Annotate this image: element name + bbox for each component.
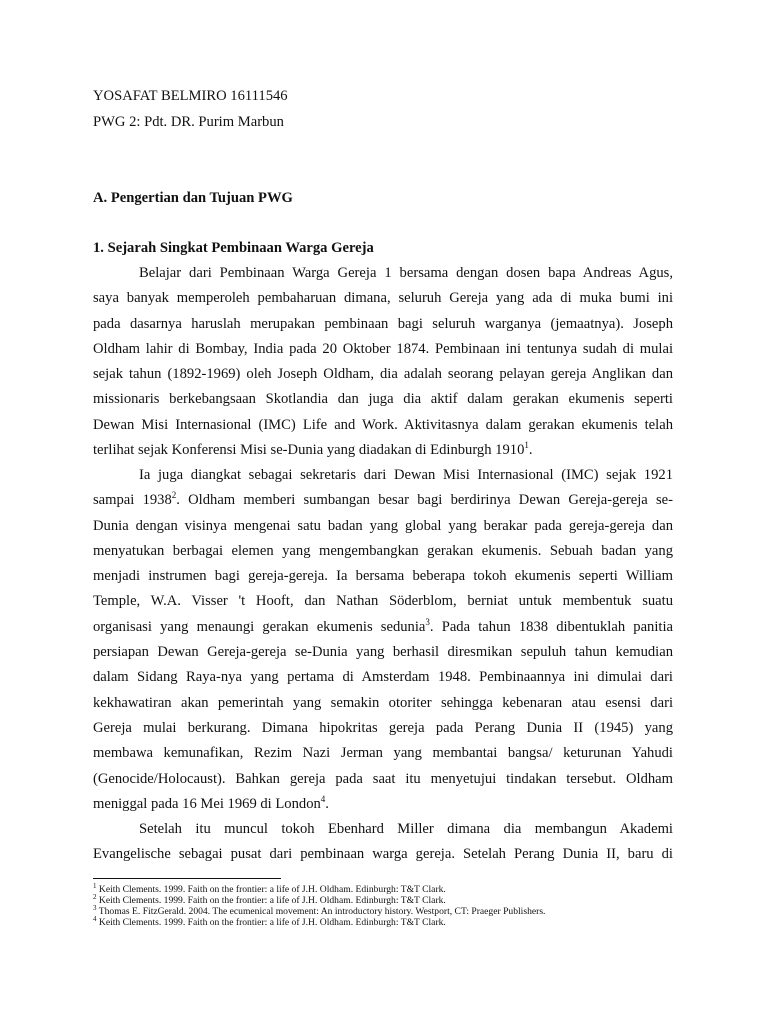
paragraph-line: Temple, W.A. Visser 't Hooft, dan Nathan Söderblom, berniat untuk membentuk suatu [93,593,673,610]
footnote-number: 1 [93,881,97,890]
paragraph-line [93,792,673,817]
paragraph-line: (Genocide/Holocaust). Bahkan gereja pada saat itu menyetujui tindakan tersebut. Oldham [93,770,673,787]
paragraph-line: Setelah itu muncul tokoh Ebenhard Miller dimana dia membangun Akademi [139,821,673,837]
footnote-ref[interactable]: 3 [425,616,430,627]
paragraph-line: menjadi instrumen bagi gereja-gereja. Ia bersama beberapa tokoh ekumenis seperti William [93,568,673,585]
section-title: A. Pengertian dan Tujuan PWG [93,190,293,206]
course-line: PWG 2: Pdt. DR. Purim Marbun [93,114,284,130]
footnote-3 [93,903,546,917]
author-line: YOSAFAT BELMIRO 16111546 [93,88,288,104]
footnote-ref[interactable]: 2 [171,490,177,501]
paragraph-line: missionaris berkebangsaan Skotlandia dan juga dia aktif dalam gerakan ekumenis seperti [93,391,673,408]
paragraph-line: Oldham lahir di Bombay, India pada 20 Oktober 1874. Pembinaan ini tentunya sudah di mulai [93,340,673,357]
line-text: organisasi yang menaungi gerakan ekumenis sedunia [93,618,426,635]
footnote-text: Thomas E. FitzGerald. 2004. The ecumenical movement: An introductory history. Westport, CT: Praeger Publishers. [98,906,546,917]
paragraph-line: saya banyak memperoleh pembaharuan dimana, seluruh Gereja yang ada di muka bumi ini [93,290,673,307]
footnote-divider [93,878,281,879]
footnote-ref[interactable]: 4 [320,794,326,804]
footnote-text: Keith Clements. 1999. Faith on the frontier: a life of J.H. Oldham. Edinburgh: T&T Clark. [98,917,446,928]
footnote-number: 4 [93,914,97,923]
line-text: sampai 1938 [93,492,172,509]
paragraph-line [93,488,673,513]
paragraph-line [93,438,673,463]
footnote-ref[interactable]: 1 [524,440,529,451]
paragraph-line: Belajar dari Pembinaan Warga Gereja 1 bersama dengan dosen bapa Andreas Agus, [139,265,673,281]
footnote-text: Keith Clements. 1999. Faith on the frontier: a life of J.H. Oldham. Edinburgh: T&T Clark. [98,895,446,906]
line-tail: . [528,442,533,459]
paragraph-line: Dewan Misi Internasional (IMC) Life and Work. Aktivitasnya dalam gerakan ekumenis telah [93,416,673,433]
footnote-4 [93,914,446,928]
paragraph-line: dalam Sidang Raya-nya yang pertama di Amsterdam 1948. Pembinaannya ini dimulai dari [93,669,673,686]
paragraph-line: persiapan Dewan Gereja-gereja se-Dunia yang berhasil diresmikan sepuluh tahun kemudian [93,644,673,661]
paragraph-line: pada dasarnya haruslah merupakan pembinaan bagi seluruh warganya (jemaatnya). Joseph [93,315,673,332]
paragraph-1 [93,261,673,463]
footnote-number: 3 [93,903,97,912]
paragraph-line: Gereja mulai berkurang. Dimana hipokritas gereja pada Perang Dunia II (1945) yang [93,719,673,736]
footnote-number: 2 [93,892,97,901]
line-tail: . Oldham memberi sumbangan besar bagi berdirinya Dewan Gereja-gereja se- [176,492,673,509]
paragraph-line: sejak tahun (1892-1969) oleh Joseph Oldham, dia adalah seorang pelayan gereja Anglikan dan [93,366,673,383]
paragraph-line: menyatukan berbagai elemen yang mengembangkan gerakan ekumenis. Sebuah badan yang [93,542,673,559]
footnote-1 [93,881,446,895]
line-tail: . [325,795,329,812]
line-tail: . Pada tahun 1838 dibentuklah panitia [429,618,673,635]
paragraph-line: kekhawatiran akan pemerintah yang semakin otoriter sehingga kebenaran atau esensi dari [93,694,673,711]
paragraph-line: membawa kemunafikan, Rezim Nazi Jerman yang membantai bangsa/ keturunan Yahudi [93,745,673,762]
paragraph-line: Dunia dengan visinya mengenai satu badan yang global yang berakar pada gereja-gereja dan [93,517,673,534]
paragraph-2 [93,463,673,817]
section-subtitle: 1. Sejarah Singkat Pembinaan Warga Gereja [93,240,374,256]
paragraph-line: Evangelische sebagai pusat dari pembinaan warga gereja. Setelah Perang Dunia II, baru di [93,846,673,863]
footnote-text: Keith Clements. 1999. Faith on the frontier: a life of J.H. Oldham. Edinburgh: T&T Clark. [98,884,446,895]
paragraph-line [93,615,673,640]
paragraph-3 [93,817,673,868]
line-text: terlihat sejak Konferensi Misi se-Dunia yang diadakan di Edinburgh 1910 [93,442,525,459]
line-text: meniggal pada 16 Mei 1969 di London [93,795,321,812]
footnote-2 [93,892,446,906]
paragraph-line: Ia juga diangkat sebagai sekretaris dari Dewan Misi Internasional (IMC) sejak 1921 [139,467,673,483]
